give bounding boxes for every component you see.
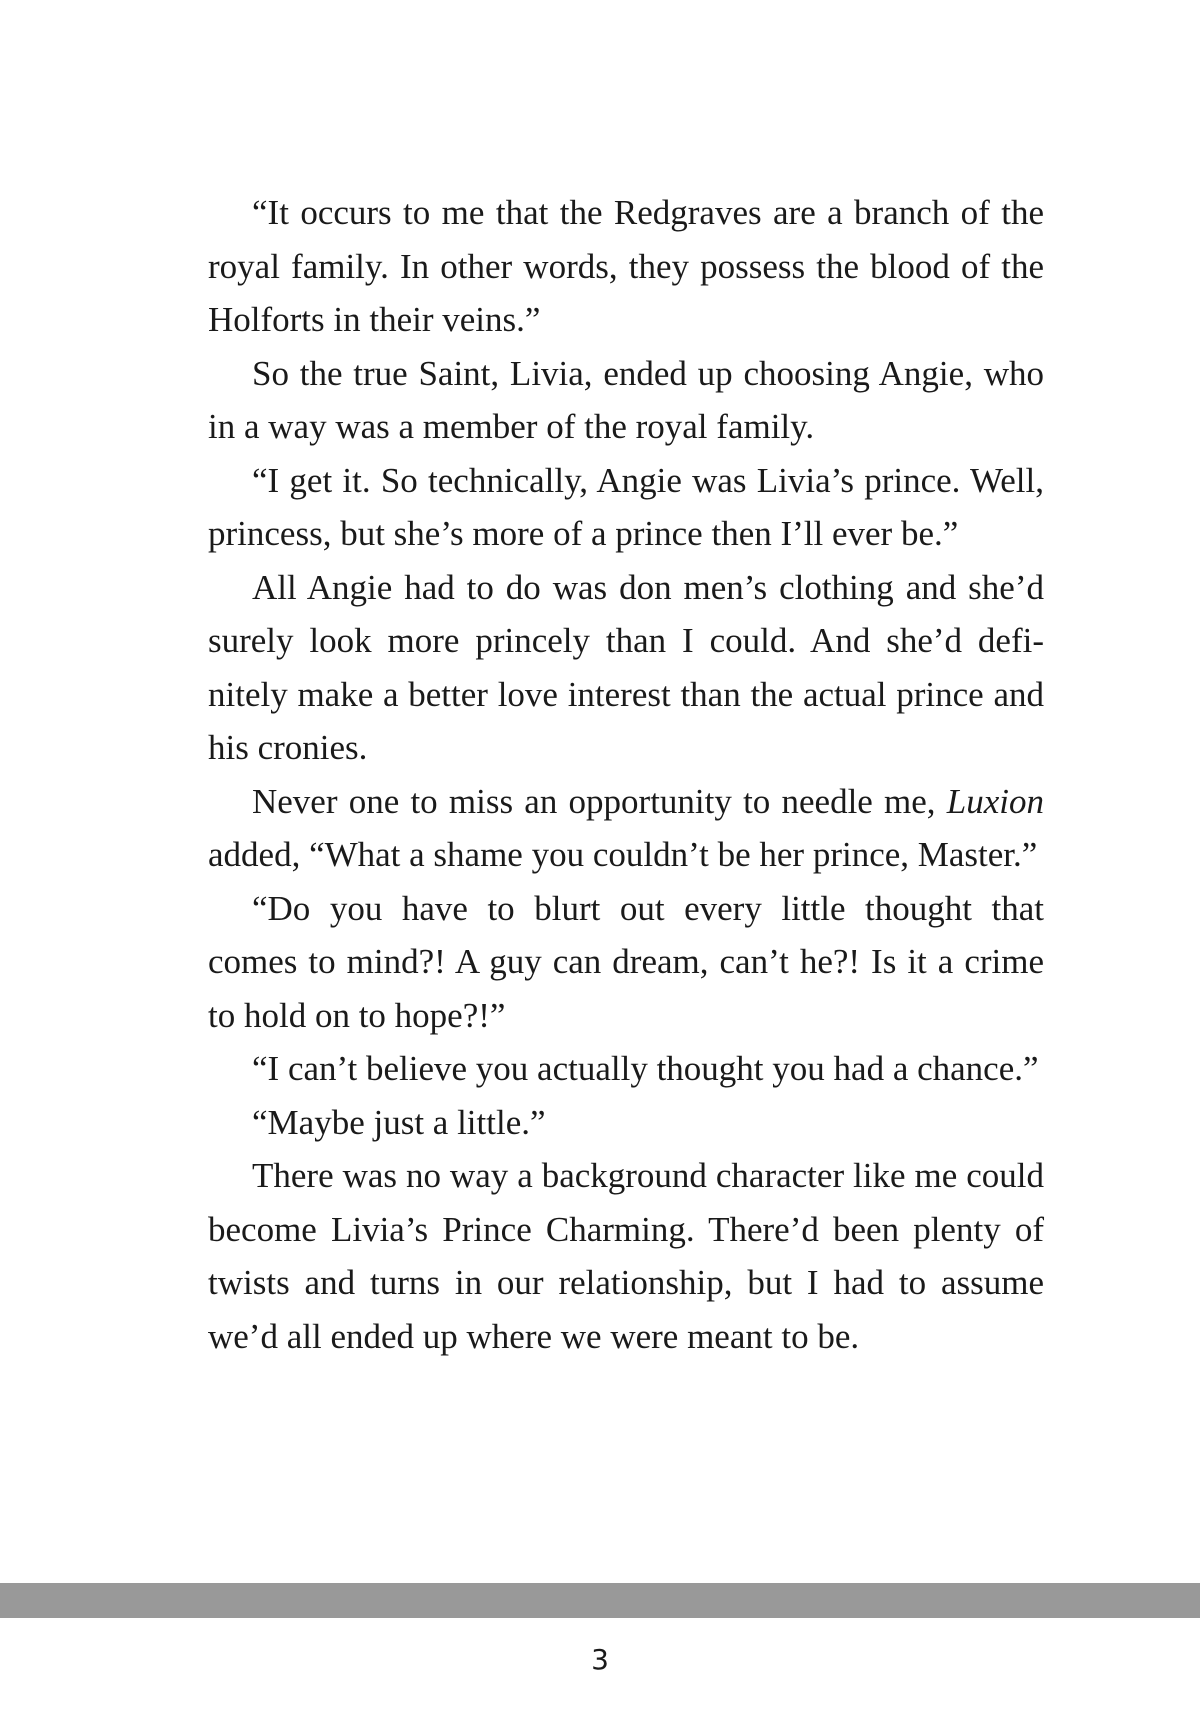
paragraph	[208, 775, 1044, 882]
paragraph: There was no way a background character like me could become Livia’s Prince Charming. There’d been plenty of twists and turns in our relationship, but I had to assume we’d all ended up where we were meant to be.	[208, 1156, 1044, 1356]
paragraph: All Angie had to do was don men’s clothing and she’d surely look more princely than I could. And she’d definitely make a better love interest than the actual prince and his cronies.	[208, 567, 1044, 767]
paragraph: So the true Saint, Livia, ended up choosing Angie, who in a way was a member of the royal family.	[208, 353, 1044, 446]
paragraph: “Maybe just a little.”	[252, 1102, 546, 1142]
paragraph-text: Never one to miss an opportunity to needle me,	[252, 781, 947, 821]
ship-name: Luxion	[946, 781, 1044, 821]
paragraph: “I can’t believe you actually thought you had a chance.”	[252, 1049, 1039, 1088]
footer-bar	[0, 1583, 1200, 1618]
paragraph: “It occurs to me that the Redgraves are a branch of the royal family. In other words, they possess the blood of the Holforts in their veins.”	[208, 193, 1044, 339]
paragraph: “I get it. So technically, Angie was Livia’s prince. Well, princess, but she’s more of a prince then I’ll ever be.”	[208, 460, 1044, 553]
paragraph-text: added, “What a shame you couldn’t be her prince, Master.”	[208, 835, 1038, 874]
page-body	[208, 186, 1044, 1363]
page-number: 3	[591, 1643, 609, 1676]
paragraph: “Do you have to blurt out every little thought that comes to mind?! A guy can dream, can’t he?! Is it a crime to hold on to hope?!”	[208, 888, 1044, 1035]
